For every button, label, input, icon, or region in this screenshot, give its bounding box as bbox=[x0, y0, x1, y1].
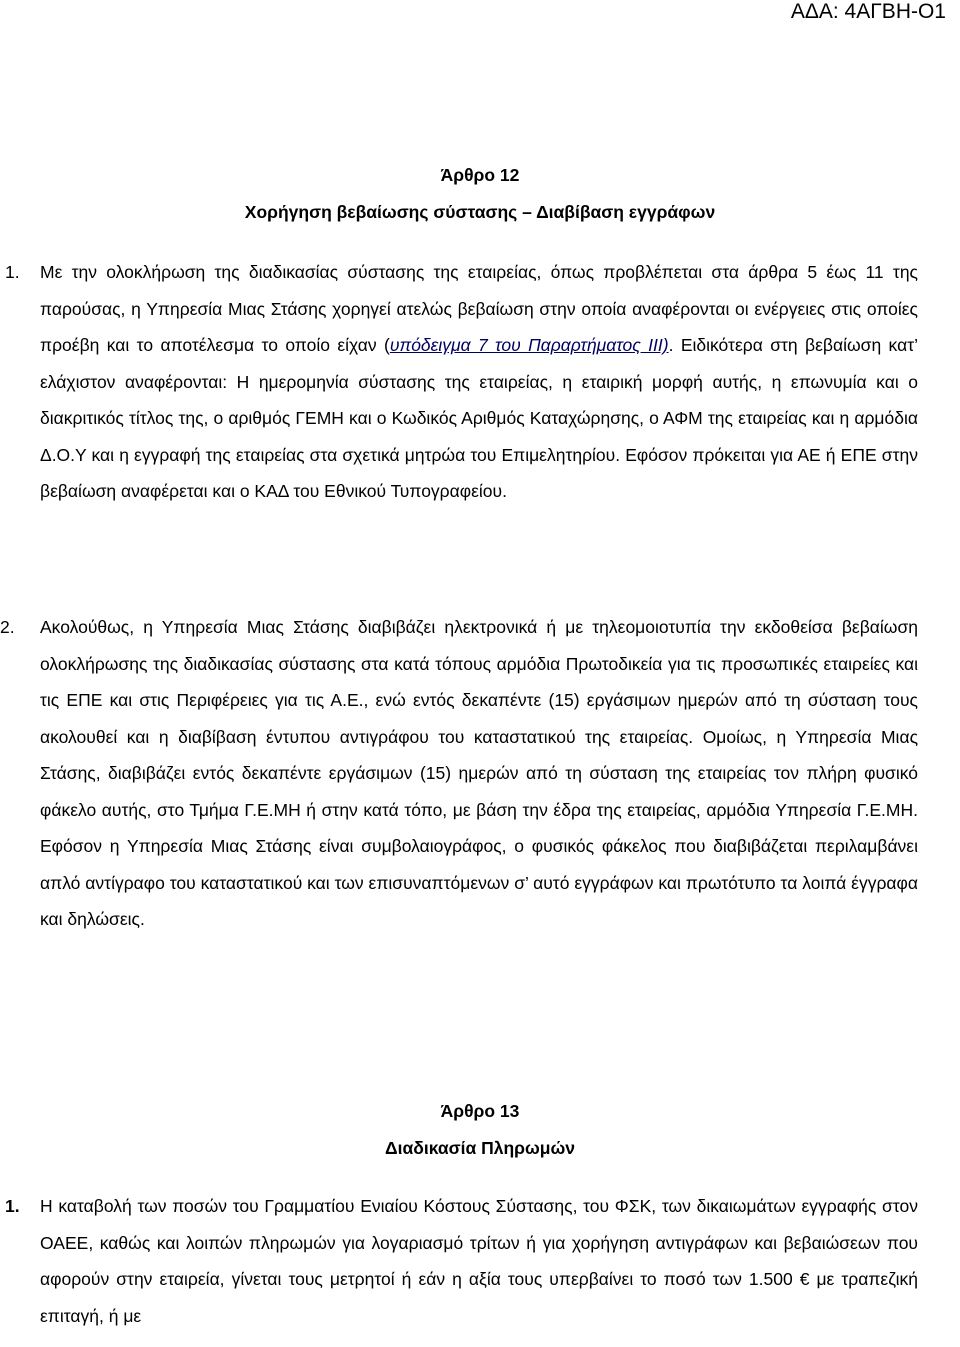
paragraph-number: 1. bbox=[5, 1196, 20, 1216]
article-12-paragraph-2 bbox=[0, 609, 918, 938]
appendix-reference-link[interactable]: υπόδειγμα 7 του Παραρτήματος ΙΙΙ) bbox=[389, 335, 669, 355]
paragraph-number: 2. bbox=[0, 617, 15, 637]
paragraph-text: Με την ολοκλήρωση της διαδικασίας σύστασης της εταιρείας, όπως προβλέπεται στα άρθρα 5 έως 11 της παρούσας, η Υπηρεσία Μιας Στάσης χορηγεί ατελώς βεβαίωση στην οποία αναφέρονται οι ενέργειες στις οποίες προέβη και το αποτέλεσμα το οποίο είχαν ( bbox=[40, 262, 918, 355]
article-12-number: Άρθρο 12 bbox=[440, 165, 520, 185]
article-12-title: Χορήγηση βεβαίωσης σύστασης – Διαβίβαση εγγράφων bbox=[244, 202, 716, 222]
article-13-title: Διαδικασία Πληρωμών bbox=[385, 1138, 575, 1158]
article-12-paragraph-1 bbox=[5, 254, 919, 510]
article-13-paragraph-1 bbox=[5, 1188, 918, 1334]
paragraph-text: . Ειδικότερα στη βεβαίωση κατ’ ελάχιστον αναφέρονται: Η ημερομηνία σύστασης της εταιρείας, η εταιρική μορφή αυτής, η επωνυμία και ο διακριτικός τίτλος της, ο αριθμός ΓΕΜΗ και ο Κωδικός Αριθμός Καταχώρησης, ο ΑΦΜ της εταιρείας και η αρμόδια Δ.Ο.Υ και η εγγραφή της εταιρείας στα σχετικά μητρώα του Επιμελητηρίου. Εφόσον πρόκειται για ΑΕ ή ΕΠΕ στην βεβαίωση αναφέρεται και ο ΚΑΔ του Εθνικού Τυπογραφείου. bbox=[40, 335, 919, 501]
ada-code: ΑΔΑ: 4ΑΓΒΗ-Ο1 bbox=[790, 0, 946, 23]
paragraph-text: Ακολούθως, η Υπηρεσία Μιας Στάσης διαβιβάζει ηλεκτρονικά ή με τηλεομοιοτυπία την εκδοθείσα βεβαίωση ολοκλήρωσης της διαδικασίας σύστασης στα κατά τόπους αρμόδια Πρωτοδικεία για τις προσωπικές εταιρείες και τις ΕΠΕ και στις Περιφέρειες για τις Α.Ε., ενώ εντός δεκαπέντε (15) εργάσιμων ημερών από τη σύσταση τους ακολουθεί και η διαβίβαση έντυπου αντιγράφου του καταστατικού της εταιρείας. Ομοίως, η Υπηρεσία Μιας Στάσης, διαβιβάζει εντός δεκαπέντε εργάσιμων (15) ημερών από τη σύσταση της εταιρείας τον πλήρη φυσικό φάκελο αυτής, στο Τμήμα Γ.Ε.ΜΗ ή στην κατά τόπο, με βάση την έδρα της εταιρείας, αρμόδια Υπηρεσία Γ.Ε.ΜΗ. Εφόσον η Υπηρεσία Μιας Στάσης είναι συμβολαιογράφος, ο φυσικός φάκελος που διαβιβάζεται περιλαμβάνει απλό αντίγραφο του καταστατικού και των επισυναπτόμενων σ’ αυτό εγγράφων και πρωτότυπο τα λοιπά έγγραφα και δηλώσεις. bbox=[40, 617, 918, 929]
paragraph-text: Η καταβολή των ποσών του Γραμματίου Ενιαίου Κόστους Σύστασης, του ΦΣΚ, των δικαιωμάτων εγγραφής στον ΟΑΕΕ, καθώς και λοιπών πληρωμών για λογαριασμό τρίτων ή για χορήγηση αντιγράφων και βεβαιώσεων που αφορούν στην εταιρεία, γίνεται τους μετρητοί ή εάν η αξία τους υπερβαίνει το ποσό των 1.500 € με τραπεζική επιταγή, ή με bbox=[40, 1196, 918, 1326]
paragraph-number: 1. bbox=[5, 262, 20, 282]
article-13-number: Άρθρο 13 bbox=[440, 1101, 520, 1121]
